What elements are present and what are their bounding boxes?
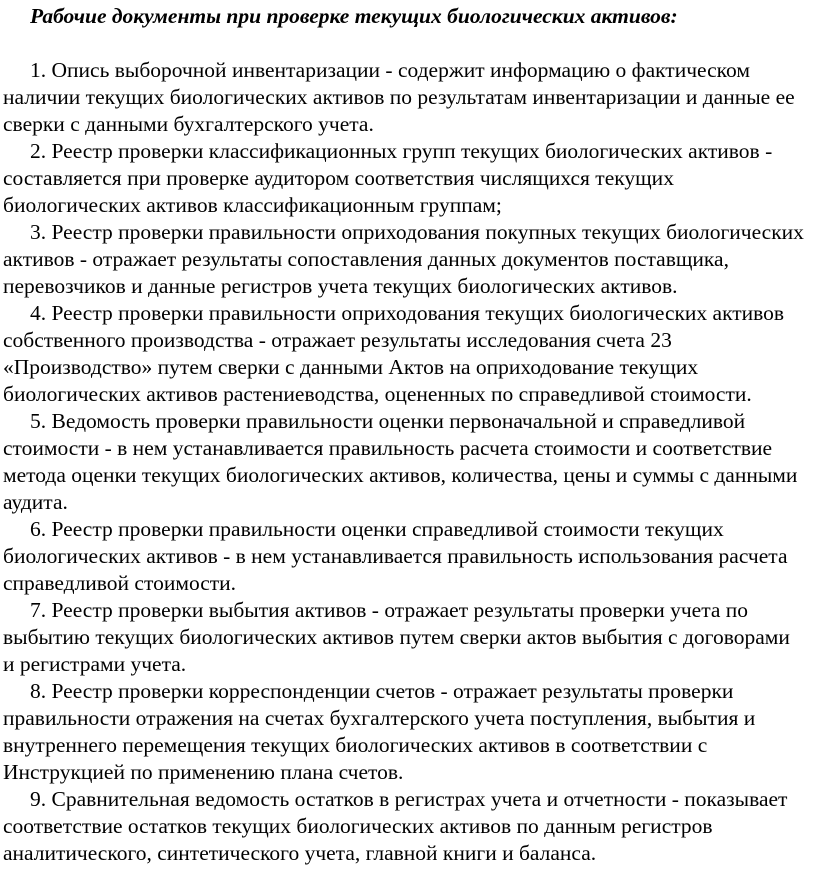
document-title: Рабочие документы при проверке текущих биологических активов: — [30, 4, 678, 28]
list-item-5: 5. Ведомость проверки правильности оценки первоначальной и справедливой стоимости - в нем устанавливается правильность расчета стоимости и соответствие метода оценки текущих биологических активов, количества, цены и суммы с данными аудита. — [3, 409, 798, 514]
blank-line — [3, 30, 806, 57]
list-item-1: 1. Опись выборочной инвентаризации - содержит информацию о фактическом наличии текущих биологических активов по результатам инвентаризации и данные ее сверки с данными бухгалтерского учета. — [3, 58, 795, 136]
list-item-2: 2. Реестр проверки классификационных групп текущих биологических активов - составляется при проверке аудитором соответствия числящихся текущих биологических активов классификационным группам; — [3, 139, 773, 217]
list-item-7: 7. Реестр проверки выбытия активов - отражает результаты проверки учета по выбытию текущих биологических активов путем сверки актов выбытия с договорами и регистрами учета. — [3, 598, 790, 676]
list-item-9: 9. Сравнительная ведомость остатков в регистрах учета и отчетности - показывает соответствие остатков текущих биологических активов по данным регистров аналитического, синтетического учета, главной книги и баланса. — [3, 787, 788, 865]
list-item-3: 3. Реестр проверки правильности оприходования покупных текущих биологических активов - отражает результаты сопоставления данных документов поставщика, перевозчиков и данные регистров учета текущих биологических активов. — [3, 220, 804, 298]
list-item-6: 6. Реестр проверки правильности оценки справедливой стоимости текущих биологических активов - в нем устанавливается правильность использования расчета справедливой стоимости. — [3, 517, 788, 595]
list-item-8: 8. Реестр проверки корреспонденции счетов - отражает результаты проверки правильности отражения на счетах бухгалтерского учета поступления, выбытия и внутреннего перемещения текущих биологических активов в соответствии с Инструкцией по применению плана счетов. — [3, 679, 756, 784]
list-item-4: 4. Реестр проверки правильности оприходования текущих биологических активов собственного производства - отражает результаты исследования счета 23 «Производство» путем сверки с данными Актов на оприходование текущих биологических активов растениеводства, оцененных по справедливой стоимости. — [3, 301, 785, 406]
